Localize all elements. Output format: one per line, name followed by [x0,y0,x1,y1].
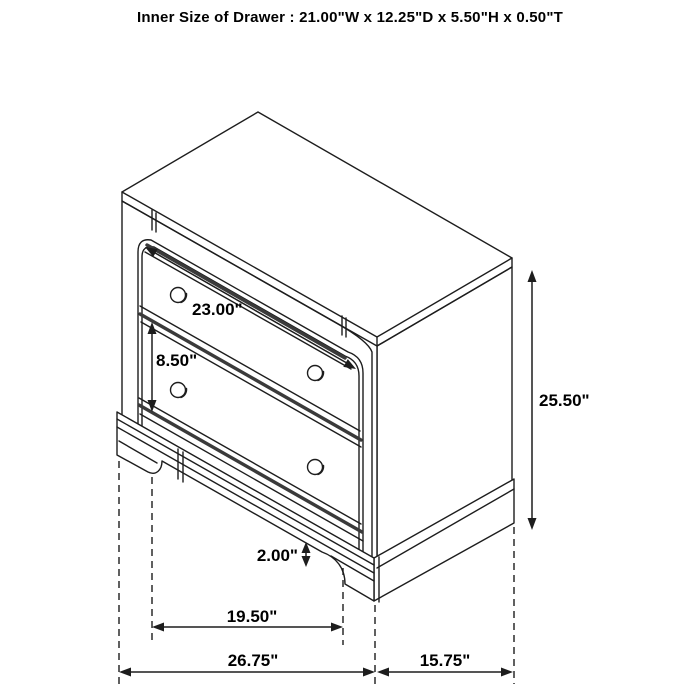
arrowhead-icon [528,270,537,282]
diagram-title: Inner Size of Drawer : 21.00"W x 12.25"D x 5.50"H x 0.50"T [136,9,564,26]
arrowhead-icon [302,556,311,567]
arrowhead-icon [119,668,131,677]
dim-label-overall-depth: 15.75" [419,651,471,670]
arrowhead-icon [331,623,343,632]
dim-foot-height [257,542,311,567]
arrowhead-icon [363,668,375,677]
dim-label-foot-span: 19.50" [226,607,278,626]
arrowhead-icon [528,518,537,530]
dim-label-foot-height: 2.00" [256,546,298,565]
dim-label-overall-height: 25.50" [539,391,590,410]
dim-label-opening-width: 23.00" [192,300,243,319]
dim-foot-span [152,607,343,632]
dim-overall-height [528,270,590,530]
dim-overall-width [119,651,375,677]
dim-overall-depth [377,651,513,677]
dim-label-overall-width: 26.75" [227,651,279,670]
arrowhead-icon [377,668,389,677]
dim-label-drawer-height: 8.50" [156,351,198,370]
arrowhead-icon [152,623,164,632]
arrowhead-icon [501,668,513,677]
